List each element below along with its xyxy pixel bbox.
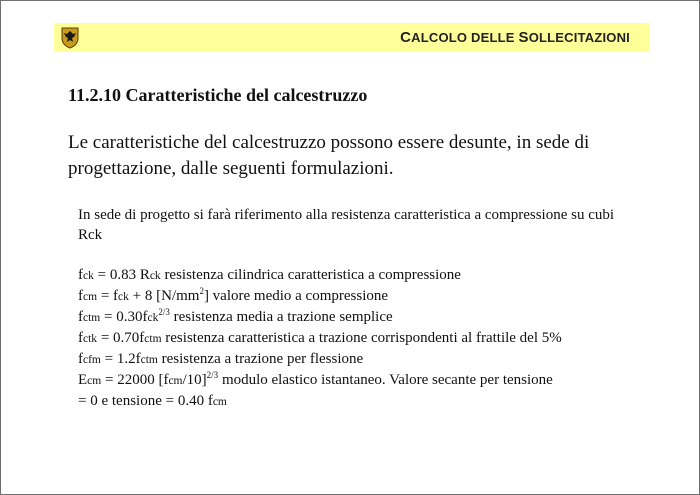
crest-logo-icon (60, 26, 80, 49)
formula-ecm: Ecm = 22000 $[fcm/10]^{2/3}$ modulo elastico istantaneo. Valore secante per tensione (78, 370, 553, 388)
formula-ecm-continued: = 0 e tensione = 0.40 fcm (78, 393, 227, 409)
header-bar (54, 23, 650, 52)
header-title: CALCOLO DELLE SOLLECITAZIONI (400, 29, 630, 46)
formula-fcm: fcm = fck + 8 $[N/mm^2]$ valore medio a compressione (78, 286, 389, 304)
intro-paragraph: Le caratteristiche del calcestruzzo possono essere desunte, in sede di progettazione, dalle seguenti formulazioni. (68, 132, 590, 179)
formula-fctk: fctk = 0.70fctm resistenza caratteristica a trazione corrispondenti al frattile del 5% (78, 330, 562, 346)
formula-fck: fck = 0.83 Rck resistenza cilindrica caratteristica a compressione (78, 267, 461, 283)
formulas-block (78, 205, 638, 412)
formula-fcfm: fcfm = 1.2fctm resistenza a trazione per flessione (78, 351, 364, 367)
rck-paragraph: In sede di progetto si farà riferimento alla resistenza caratteristica a compressione su cubi Rck (78, 207, 615, 243)
section-title: 11.2.10 Caratteristiche del calcestruzzo (68, 85, 368, 105)
formula-fctm: fctm = 0.30fck$^{2/3}$ resistenza media a trazione semplice (78, 307, 393, 325)
